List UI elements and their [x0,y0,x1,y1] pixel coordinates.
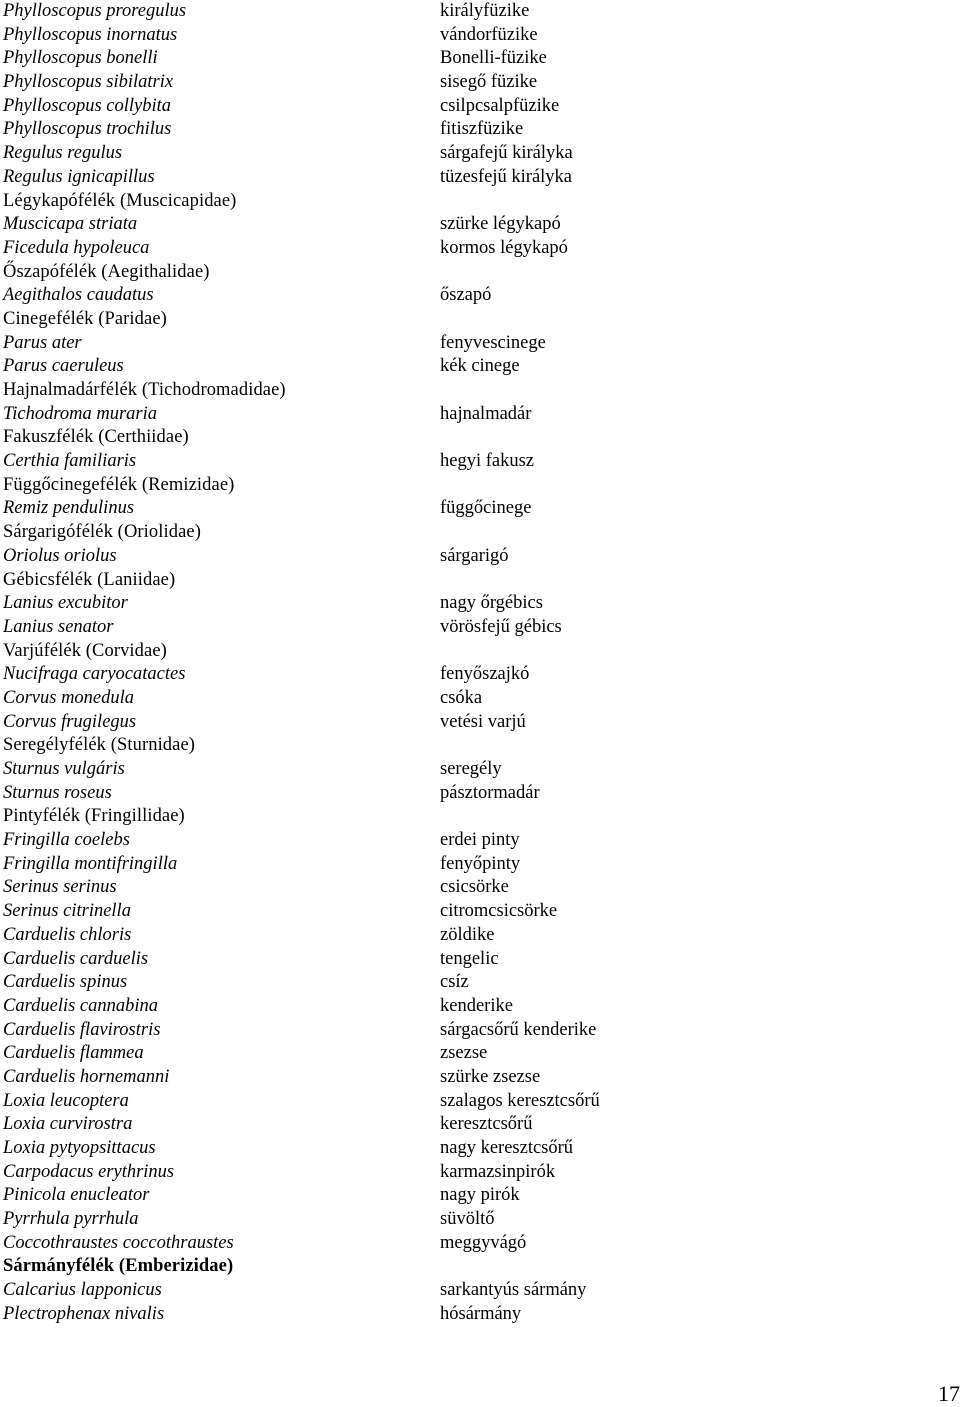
scientific-name: Carduelis hornemanni [3,1066,170,1087]
species-row [0,853,960,877]
hungarian-name: hajnalmadár [440,403,532,424]
hungarian-name: vetési varjú [440,711,526,732]
hungarian-name: süvöltő [440,1209,495,1230]
species-row [0,900,960,924]
hungarian-name: seregély [440,759,502,779]
scientific-name: Regulus ignicapillus [3,166,155,187]
species-row [0,1208,960,1232]
scientific-name: Sturnus vulgáris [3,759,125,779]
hungarian-name: tengelic [440,948,499,969]
hungarian-name: szalagos keresztcsőrű [440,1090,600,1111]
family-heading-row [0,379,960,403]
family-name: Cinegefélék (Paridae) [3,308,167,329]
family-heading-row [0,190,960,214]
family-name: Hajnalmadárfélék (Tichodromadidae) [3,380,286,400]
species-row [0,782,960,806]
species-row [0,1161,960,1185]
scientific-name: Corvus monedula [3,687,135,708]
scientific-name: Phylloscopus collybita [3,95,172,116]
family-name: Pintyfélék (Fringillidae) [3,806,185,827]
hungarian-name: zsezse [440,1043,488,1064]
species-row [0,1184,960,1208]
family-heading-row [0,474,960,498]
species-row [0,1042,960,1066]
hungarian-name: csóka [440,687,483,708]
species-row [0,1066,960,1090]
hungarian-name: karmazsinpirók [440,1161,556,1182]
hungarian-name: erdei pinty [440,830,520,851]
family-heading-row [0,261,960,285]
species-row [0,24,960,48]
hungarian-name: sárgarigó [440,545,509,566]
hungarian-name: sisegő füzike [440,72,538,93]
species-row [0,758,960,782]
scientific-name: Phylloscopus proregulus [3,1,187,21]
species-row [0,166,960,190]
species-row [0,663,960,687]
species-row [0,1113,960,1137]
scientific-name: Loxia leucoptera [3,1090,129,1111]
species-row [0,1019,960,1043]
species-row [0,687,960,711]
hungarian-name: fitiszfüzike [440,119,524,140]
hungarian-name: tüzesfejű királyka [440,166,573,187]
species-row [0,1279,960,1303]
scientific-name: Loxia pytyopsittacus [3,1138,156,1158]
hungarian-name: sarkantyús sármány [440,1280,587,1301]
scientific-name: Carduelis flammea [3,1043,144,1064]
species-row [0,711,960,735]
hungarian-name: keresztcsőrű [440,1114,533,1135]
family-name: Sármányfélék (Emberizidae) [3,1256,234,1277]
scientific-name: Ficedula hypoleuca [3,237,150,258]
hungarian-name: nagy keresztcsőrű [440,1138,574,1158]
scientific-name: Fringilla montifringilla [3,853,178,874]
hungarian-name: pásztormadár [440,782,540,803]
species-row [0,47,960,71]
hungarian-name: vándorfüzike [440,24,538,45]
family-name: Függőcinegefélék (Remizidae) [3,474,235,495]
family-heading-row [0,1255,960,1279]
hungarian-name: kék cinege [440,356,520,377]
family-heading-row [0,734,960,758]
scientific-name: Aegithalos caudatus [3,285,154,306]
species-row [0,971,960,995]
hungarian-name: kenderike [440,995,513,1016]
scientific-name: Phylloscopus trochilus [3,119,172,140]
scientific-name: Phylloscopus bonelli [3,48,158,69]
scientific-name: Parus caeruleus [3,356,124,377]
page-number: 17 [938,1381,960,1406]
species-row [0,545,960,569]
family-name: Légykapófélék (Muscicapidae) [3,190,237,211]
scientific-name: Coccothraustes coccothraustes [3,1232,234,1253]
hungarian-name: fenyőpinty [440,853,521,874]
scientific-name: Corvus frugilegus [3,711,137,732]
hungarian-name: citromcsicsörke [440,901,558,922]
scientific-name: Parus ater [3,332,82,353]
species-row [0,142,960,166]
scientific-name: Nucifraga caryocatactes [3,664,186,685]
species-row [0,592,960,616]
hungarian-name: őszapó [440,285,492,306]
species-row [0,355,960,379]
species-row [0,237,960,261]
family-name: Varjúfélék (Corvidae) [3,640,167,661]
family-name: Sárgarigófélék (Oriolidae) [3,522,201,543]
scientific-name: Tichodroma muraria [3,403,158,424]
species-row [0,616,960,640]
scientific-name: Oriolus oriolus [3,545,117,566]
species-row [0,403,960,427]
species-row [0,450,960,474]
scientific-name: Regulus regulus [3,143,123,164]
species-row [0,0,960,24]
scientific-name: Carduelis chloris [3,924,132,945]
scientific-name: Loxia curvirostra [3,1114,133,1135]
species-row [0,829,960,853]
family-name: Seregélyfélék (Sturnidae) [3,735,196,756]
hungarian-name: Bonelli-füzike [440,48,547,69]
hungarian-name: meggyvágó [440,1232,527,1253]
species-row [0,1090,960,1114]
hungarian-name: sárgafejű királyka [440,143,573,164]
family-heading-row [0,569,960,593]
species-row [0,497,960,521]
scientific-name: Lanius senator [3,616,114,637]
scientific-name: Carduelis spinus [3,972,128,993]
scientific-name: Carduelis flavirostris [3,1019,161,1040]
hungarian-name: zöldike [440,924,495,945]
hungarian-name: királyfüzike [440,1,530,21]
hungarian-name: fenyőszajkó [440,664,530,685]
scientific-name: Muscicapa striata [3,214,138,235]
scientific-name: Calcarius lapponicus [3,1280,162,1301]
family-heading-row [0,308,960,332]
family-heading-row [0,426,960,450]
species-row [0,332,960,356]
scientific-name: Carpodacus erythrinus [3,1161,175,1182]
hungarian-name: függőcinege [440,498,532,519]
species-row [0,118,960,142]
species-row [0,71,960,95]
family-name: Gébicsfélék (Laniidae) [3,569,176,590]
hungarian-name: csíz [440,972,469,993]
hungarian-name: sárgacsőrű kenderike [440,1019,597,1040]
species-row [0,284,960,308]
species-row [0,995,960,1019]
species-row [0,924,960,948]
hungarian-name: szürke zsezse [440,1066,541,1087]
species-row [0,213,960,237]
scientific-name: Fringilla coelebs [3,830,130,851]
species-row [0,1232,960,1256]
species-row [0,876,960,900]
hungarian-name: hegyi fakusz [440,451,535,472]
scientific-name: Phylloscopus sibilatrix [3,72,174,93]
hungarian-name: szürke légykapó [440,214,561,235]
hungarian-name: nagy őrgébics [440,593,543,614]
scientific-name: Pinicola enucleator [3,1185,150,1206]
scientific-name: Sturnus roseus [3,782,112,803]
hungarian-name: kormos légykapó [440,237,568,258]
scientific-name: Lanius excubitor [3,593,128,614]
hungarian-name: nagy pirók [440,1185,520,1206]
species-row [0,948,960,972]
family-heading-row [0,640,960,664]
scientific-name: Carduelis cannabina [3,995,159,1016]
species-row [0,1137,960,1161]
scientific-name: Carduelis carduelis [3,948,149,969]
scientific-name: Remiz pendulinus [3,498,135,519]
scientific-name: Plectrophenax nivalis [3,1303,165,1324]
scientific-name: Serinus citrinella [3,901,131,922]
family-heading-row [0,521,960,545]
family-name: Őszapófélék (Aegithalidae) [3,261,210,282]
family-name: Fakuszfélék (Certhiidae) [3,427,189,448]
hungarian-name: csilpcsalpfüzike [440,95,560,116]
species-row [0,1303,960,1327]
hungarian-name: csicsörke [440,877,509,898]
hungarian-name: vörösfejű gébics [440,616,562,637]
hungarian-name: hósármány [440,1303,522,1324]
scientific-name: Serinus serinus [3,877,117,898]
hungarian-name: fenyvescinege [440,332,546,353]
family-heading-row [0,805,960,829]
scientific-name: Certhia familiaris [3,451,137,472]
scientific-name: Pyrrhula pyrrhula [3,1209,139,1230]
species-row [0,95,960,119]
scientific-name: Phylloscopus inornatus [3,24,178,45]
